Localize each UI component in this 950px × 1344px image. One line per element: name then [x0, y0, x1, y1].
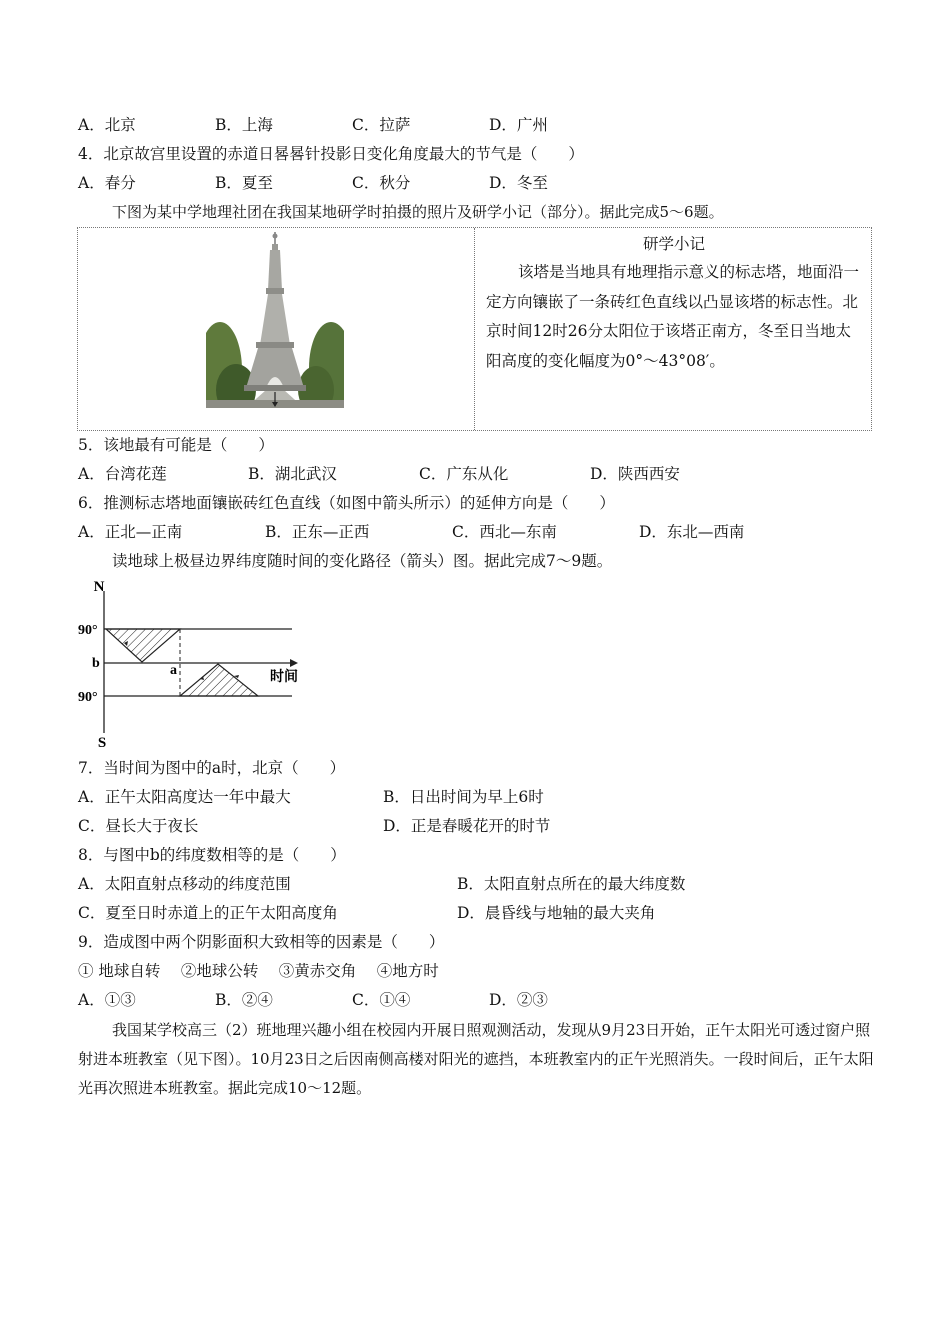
q9-option-a: A．①③ — [78, 991, 136, 1009]
q4-stem: 4．北京故宫里设置的赤道日晷晷针投影日变化角度最大的节气是（ ） — [78, 145, 584, 163]
q8-option-b: B．太阳直射点所在的最大纬度数 — [457, 875, 686, 893]
intro-7-9: 读地球上极昼边界纬度随时间的变化路径（箭头）图。据此完成7～9题。 — [112, 552, 613, 570]
south-label: S — [97, 735, 107, 750]
q8-option-d: D．晨昏线与地轴的最大夹角 — [457, 904, 656, 922]
q5-stem: 5．该地最有可能是（ ） — [78, 436, 274, 454]
q8-option-a: A．太阳直射点移动的纬度范围 — [78, 875, 291, 893]
intro-10-12: 我国某学校高三（2）班地理兴趣小组在校园内开展日照观测活动，发现从9月23日开始，正午太阳光可透过窗户照射进本班教室（见下图）。10月23日之后因南侧高楼对阳光的遮挡，本班教室内的正午光照消失。一段时间后，正午太阳光再次照进本班教室。据此完成10～12题。 — [78, 1021, 874, 1097]
tower-photo — [206, 230, 344, 408]
q6-option-c: C．西北—东南 — [452, 523, 557, 541]
top-lat-label: 90° — [78, 623, 98, 638]
q4-option-b: B．夏至 — [215, 174, 273, 192]
q9-option-c: C．①④ — [352, 991, 411, 1009]
q3-option-d: D．广州 — [489, 116, 548, 134]
q3-option-a: A．北京 — [78, 116, 136, 134]
q4-option-a: A．春分 — [78, 174, 136, 192]
intro-5-6: 下图为某中学地理社团在我国某地研学时拍摄的照片及研学小记（部分）。据此完成5～6题。 — [112, 203, 724, 221]
q6-option-d: D．东北—西南 — [639, 523, 745, 541]
study-note-title: 研学小记 — [642, 235, 705, 253]
q3-option-b: B．上海 — [215, 116, 273, 134]
study-note-body: 该塔是当地具有地理指示意义的标志塔，地面沿一定方向镶嵌了一条砖红色直线以凸显该塔的标志性。北京时间12时26分太阳位于该塔正南方，冬至日当地太阳高度的变化幅度为0°～43°08′。 — [486, 263, 860, 370]
q9-option-b: B．②④ — [215, 991, 273, 1009]
q4-option-d: D．冬至 — [489, 174, 548, 192]
q5-option-c: C．广东从化 — [419, 465, 509, 483]
q7-option-a: A．正午太阳高度达一年中最大 — [78, 788, 291, 806]
q9-factors: ① 地球自转 ②地球公转 ③黄赤交角 ④地方时 — [78, 962, 439, 980]
q5-option-b: B．湖北武汉 — [248, 465, 337, 483]
q7-option-d: D．正是春暖花开的时节 — [383, 817, 551, 835]
q6-stem: 6．推测标志塔地面镶嵌砖红色直线（如图中箭头所示）的延伸方向是（ ） — [78, 494, 615, 512]
polar-day-diagram — [72, 575, 312, 750]
study-box — [77, 227, 872, 431]
q7-option-c: C．昼长大于夜长 — [78, 817, 199, 835]
q6-option-b: B．正东—正西 — [265, 523, 370, 541]
q5-option-d: D．陕西西安 — [590, 465, 680, 483]
q7-option-b: B．日出时间为早上6时 — [383, 788, 544, 806]
box-divider — [474, 228, 475, 430]
q9-stem: 9．造成图中两个阴影面积大致相等的因素是（ ） — [78, 933, 445, 951]
q4-option-c: C．秋分 — [352, 174, 411, 192]
north-label: N — [93, 579, 105, 595]
a-label: a — [170, 663, 177, 678]
q8-stem: 8．与图中b的纬度数相等的是（ ） — [78, 846, 346, 864]
q7-stem: 7．当时间为图中的a时，北京（ ） — [78, 759, 346, 777]
q5-option-a: A．台湾花莲 — [78, 465, 167, 483]
q3-option-c: C．拉萨 — [352, 116, 411, 134]
bottom-lat-label: 90° — [78, 690, 98, 705]
b-label: b — [92, 656, 100, 671]
q8-option-c: C．夏至日时赤道上的正午太阳高度角 — [78, 904, 338, 922]
q6-option-a: A．正北—正南 — [78, 523, 183, 541]
q9-option-d: D．②③ — [489, 991, 548, 1009]
time-label: 时间 — [270, 669, 298, 685]
